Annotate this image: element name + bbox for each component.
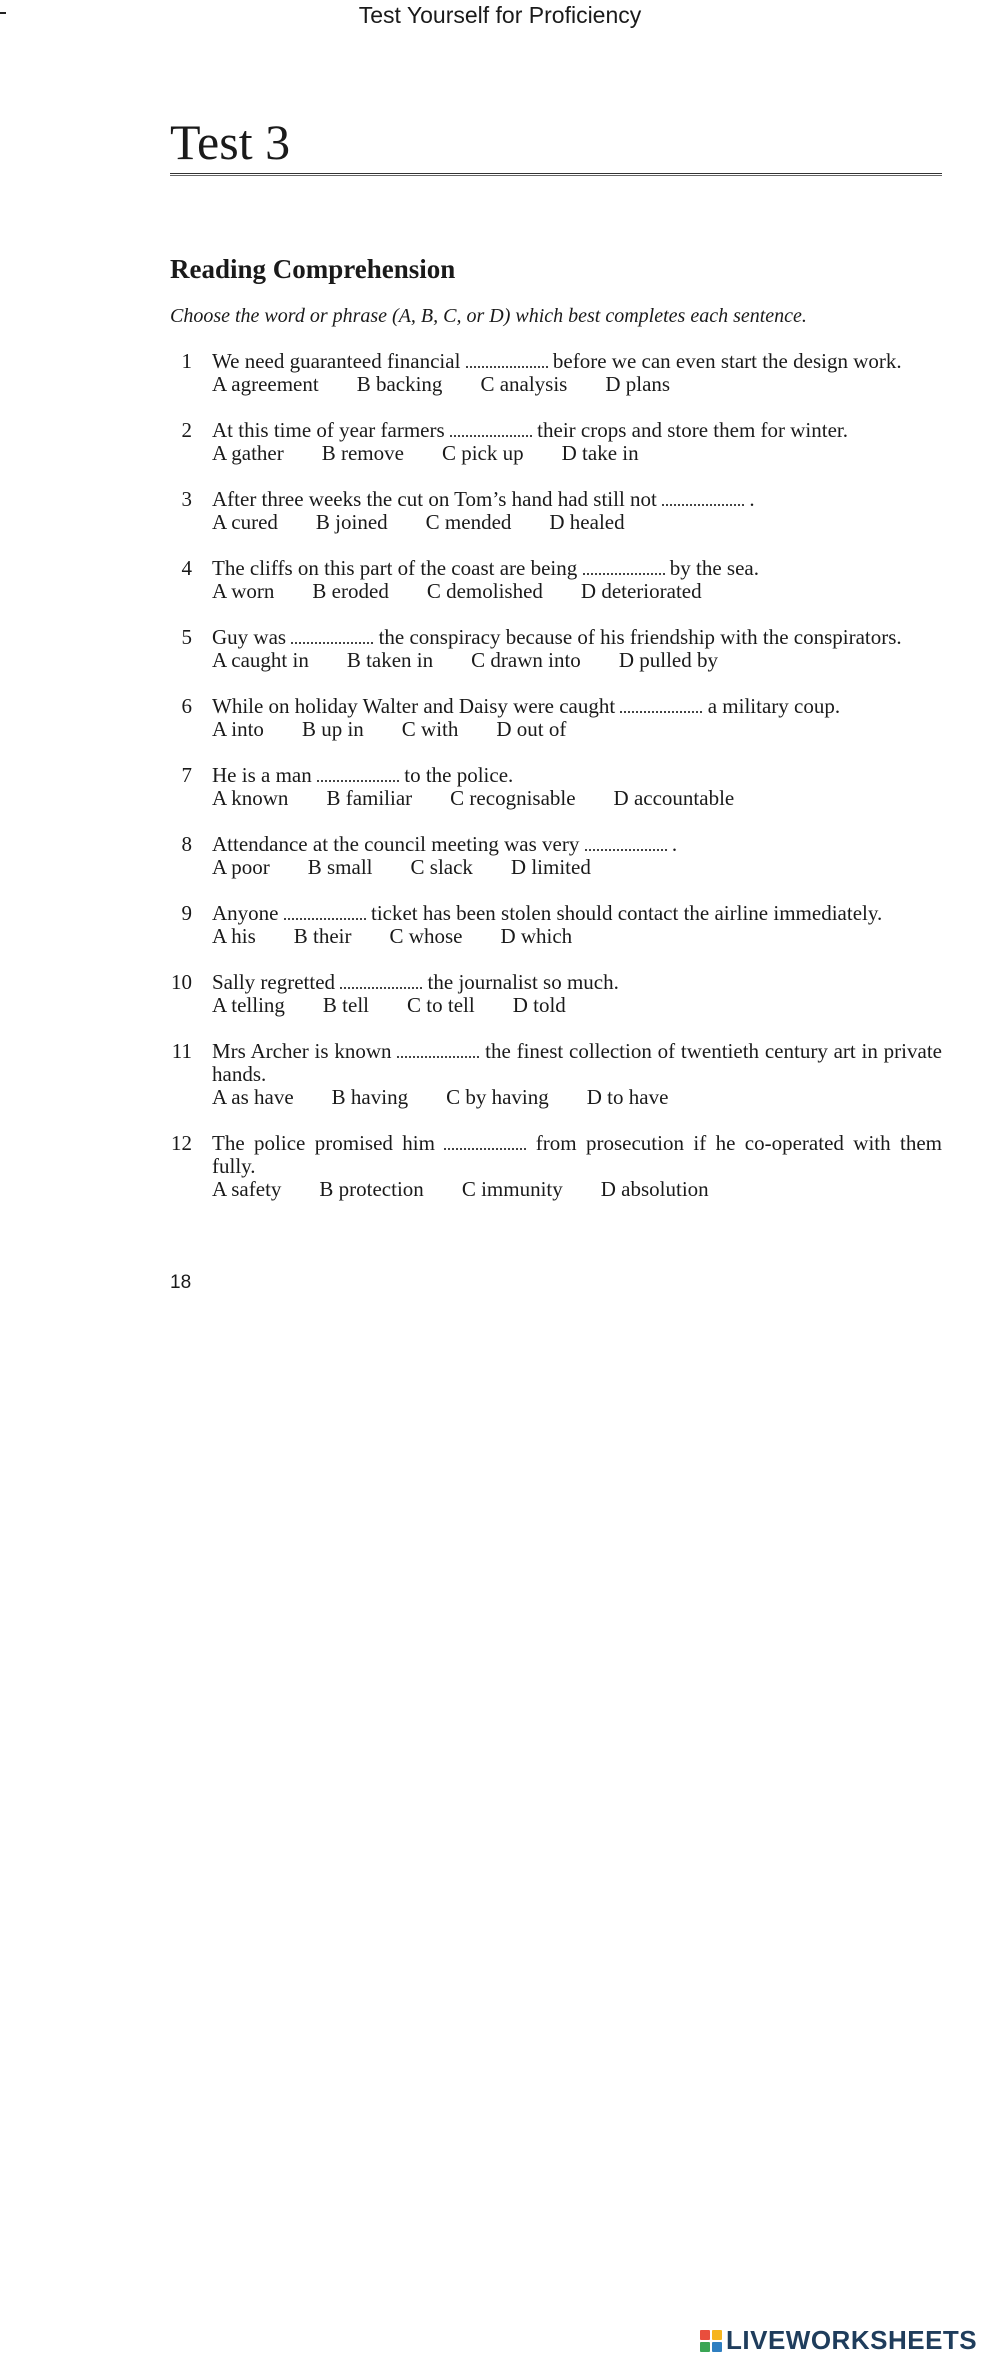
stem-text-before: While on holiday Walter and Daisy were caught: [212, 694, 616, 718]
option-row: [212, 373, 942, 396]
logo-square: [700, 2330, 710, 2340]
question-item: [170, 902, 942, 948]
instructions: Choose the word or phrase (A, B, C, or D) which best completes each sentence.: [170, 305, 807, 327]
answer-blank[interactable]: [291, 628, 373, 644]
answer-option[interactable]: C recognisable: [450, 786, 576, 810]
option-row: [212, 925, 942, 948]
stem-text-after: the journalist so much.: [427, 970, 619, 994]
answer-blank[interactable]: [466, 352, 548, 368]
answer-option[interactable]: C immunity: [461, 1177, 563, 1201]
question-item: [170, 488, 942, 534]
answer-option[interactable]: C pick up: [441, 441, 524, 465]
liveworksheets-icon: [700, 2330, 722, 2352]
option-row: [212, 787, 942, 810]
question-number: 3: [181, 487, 192, 511]
stem-text-after: the conspiracy because of his friendship with the conspirators.: [378, 625, 902, 649]
answer-option[interactable]: D out of: [496, 717, 567, 741]
answer-option[interactable]: C to tell: [407, 993, 475, 1017]
answer-option[interactable]: C analysis: [480, 372, 568, 396]
answer-option[interactable]: B familiar: [326, 786, 413, 810]
answer-option[interactable]: D to have: [586, 1085, 669, 1109]
question-item: [170, 350, 942, 396]
question-number: 2: [181, 418, 192, 442]
answer-option[interactable]: B backing: [356, 372, 443, 396]
answer-blank[interactable]: [284, 904, 366, 920]
stem-text-before: He is a man: [212, 763, 312, 787]
answer-option[interactable]: D deteriorated: [580, 579, 702, 603]
answer-blank[interactable]: [340, 973, 422, 989]
answer-option[interactable]: D healed: [549, 510, 625, 534]
answer-blank[interactable]: [620, 697, 702, 713]
answer-option[interactable]: A into: [212, 717, 264, 741]
option-row: [212, 718, 942, 741]
answer-option[interactable]: C by having: [446, 1085, 549, 1109]
page-number: 18: [170, 1272, 192, 1293]
question-list: [170, 350, 942, 1224]
answer-option[interactable]: C with: [401, 717, 459, 741]
stem-text-after: to the police.: [404, 763, 514, 787]
stem-text-after: the finest collection of twentieth century art in private hands.: [212, 1039, 942, 1086]
stem-text-after: before we can even start the design work.: [552, 349, 902, 373]
answer-option[interactable]: C mended: [425, 510, 512, 534]
answer-option[interactable]: A gather: [212, 441, 284, 465]
option-row: [212, 511, 942, 534]
question-item: [170, 419, 942, 465]
question-number: 7: [181, 763, 192, 787]
answer-blank[interactable]: [583, 559, 665, 575]
liveworksheets-logo: [700, 2325, 977, 2356]
answer-option[interactable]: A known: [212, 786, 289, 810]
answer-option[interactable]: B having: [331, 1085, 409, 1109]
logo-square: [712, 2342, 722, 2352]
answer-blank[interactable]: [662, 490, 744, 506]
question-item: [170, 1040, 942, 1109]
question-stem: [212, 1040, 942, 1086]
answer-option[interactable]: B small: [307, 855, 373, 879]
answer-blank[interactable]: [450, 421, 532, 437]
answer-option[interactable]: A telling: [212, 993, 285, 1017]
question-stem: [212, 419, 942, 442]
question-number: 9: [181, 901, 192, 925]
running-header: Test Yourself for Proficiency: [358, 2, 642, 28]
logo-text: LIVEWORKSHEETS: [726, 2325, 978, 2355]
answer-option[interactable]: B their: [293, 924, 352, 948]
question-stem: [212, 695, 942, 718]
stem-text-after: .: [671, 832, 678, 856]
section-heading: Reading Comprehension: [170, 254, 456, 284]
answer-option[interactable]: A as have: [212, 1085, 294, 1109]
answer-option[interactable]: C slack: [410, 855, 473, 879]
answer-option[interactable]: B up in: [301, 717, 364, 741]
answer-option[interactable]: A poor: [212, 855, 270, 879]
answer-option[interactable]: A his: [212, 924, 256, 948]
question-item: [170, 971, 942, 1017]
stem-text-before: Guy was: [212, 625, 287, 649]
answer-blank[interactable]: [585, 835, 667, 851]
question-stem: [212, 1132, 942, 1178]
stem-text-before: The police promised him: [212, 1131, 435, 1155]
question-item: [170, 1132, 942, 1201]
stem-text-before: The cliffs on this part of the coast are being: [212, 556, 578, 580]
answer-option[interactable]: D told: [512, 993, 566, 1017]
answer-option[interactable]: A caught in: [212, 648, 309, 672]
stem-text-after: .: [749, 487, 755, 511]
stem-text-before: After three weeks the cut on Tom’s hand had still not: [212, 487, 657, 511]
logo-square: [700, 2342, 710, 2352]
answer-option[interactable]: A safety: [212, 1177, 282, 1201]
answer-option[interactable]: B tell: [322, 993, 370, 1017]
question-stem: [212, 626, 942, 649]
answer-blank[interactable]: [397, 1042, 479, 1058]
answer-option[interactable]: D plans: [605, 372, 671, 396]
answer-option[interactable]: C whose: [389, 924, 463, 948]
stem-text-before: Sally regretted: [212, 970, 336, 994]
question-item: [170, 557, 942, 603]
question-stem: [212, 902, 942, 925]
question-item: [170, 764, 942, 810]
question-number: 1: [181, 349, 192, 373]
stem-text-after: ticket has been stolen should contact the airline immediately.: [371, 901, 883, 925]
answer-option[interactable]: A cured: [212, 510, 278, 534]
answer-option[interactable]: A worn: [212, 579, 275, 603]
stem-text-before: At this time of year farmers: [212, 418, 445, 442]
question-number: 4: [181, 556, 192, 580]
option-row: [212, 1086, 942, 1109]
option-row: [212, 1178, 942, 1201]
question-stem: [212, 833, 942, 856]
answer-option[interactable]: C demolished: [426, 579, 543, 603]
question-stem: [212, 488, 942, 511]
answer-blank[interactable]: [444, 1134, 526, 1150]
answer-option[interactable]: D take in: [561, 441, 639, 465]
question-stem: [212, 764, 942, 787]
option-row: [212, 442, 942, 465]
question-number: 5: [181, 625, 192, 649]
title-divider: [170, 173, 942, 176]
question-number: 8: [181, 832, 192, 856]
stem-text-after: by the sea.: [669, 556, 759, 580]
option-row: [212, 580, 942, 603]
option-row: [212, 649, 942, 672]
question-stem: [212, 557, 942, 580]
page-title: Test 3: [170, 114, 291, 170]
answer-option[interactable]: D accountable: [613, 786, 735, 810]
option-row: [212, 856, 942, 879]
question-item: [170, 695, 942, 741]
answer-option[interactable]: B remove: [321, 441, 404, 465]
stem-text-before: Attendance at the council meeting was very: [212, 832, 580, 856]
question-item: [170, 626, 942, 672]
stem-text-before: Mrs Archer is known: [212, 1039, 392, 1063]
stem-text-after: from prosecution if he co-operated with them fully.: [212, 1131, 943, 1178]
answer-option[interactable]: B taken in: [346, 648, 434, 672]
answer-blank[interactable]: [317, 766, 399, 782]
answer-option[interactable]: D which: [500, 924, 573, 948]
option-row: [212, 994, 942, 1017]
answer-option[interactable]: C drawn into: [471, 648, 581, 672]
question-item: [170, 833, 942, 879]
answer-option[interactable]: B protection: [319, 1177, 424, 1201]
logo-square: [712, 2330, 722, 2340]
answer-option[interactable]: D absolution: [600, 1177, 709, 1201]
answer-option[interactable]: B eroded: [312, 579, 389, 603]
answer-option[interactable]: B joined: [315, 510, 388, 534]
answer-option[interactable]: D limited: [510, 855, 591, 879]
answer-option[interactable]: A agreement: [212, 372, 319, 396]
question-number: 12: [171, 1131, 192, 1155]
question-number: 6: [181, 694, 192, 718]
question-stem: [212, 971, 942, 994]
stem-text-before: Anyone: [212, 901, 279, 925]
question-number: 10: [171, 970, 192, 994]
stem-text-after: a military coup.: [707, 694, 841, 718]
stem-text-after: their crops and store them for winter.: [537, 418, 848, 442]
question-stem: [212, 350, 942, 373]
answer-option[interactable]: D pulled by: [618, 648, 718, 672]
stem-text-before: We need guaranteed financial: [212, 349, 461, 373]
question-number: 11: [171, 1039, 192, 1063]
